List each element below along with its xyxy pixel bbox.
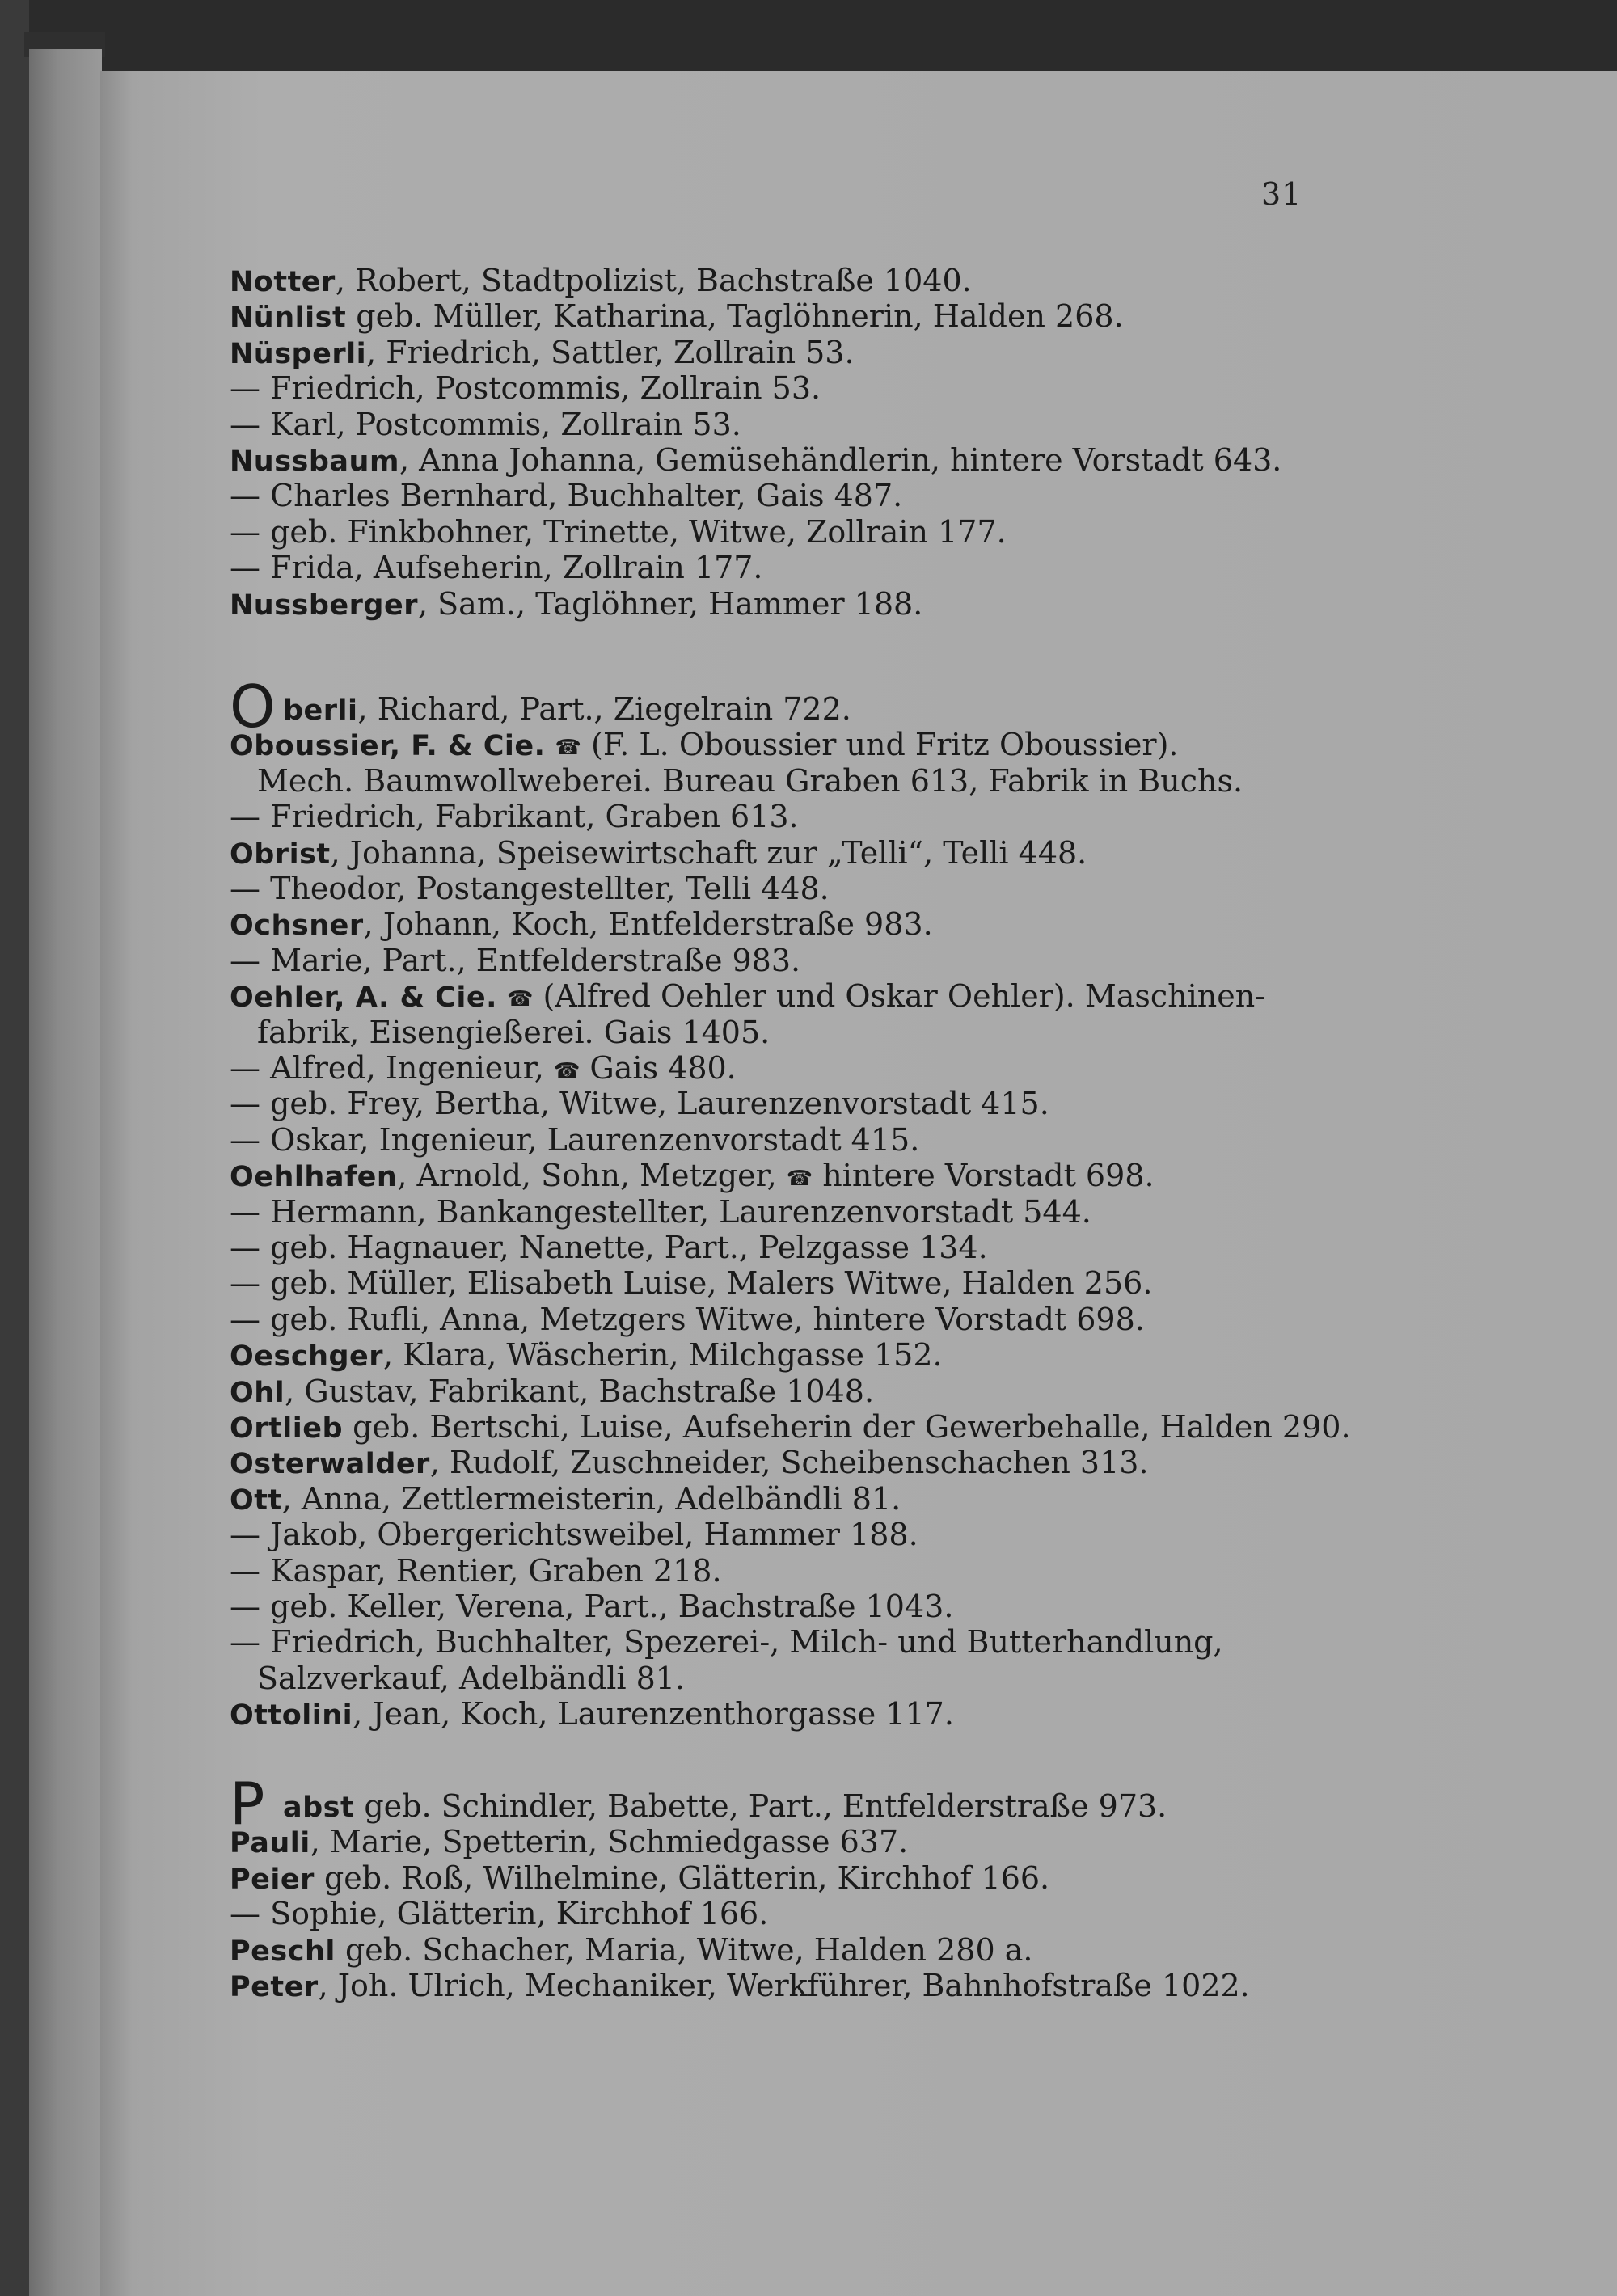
directory-entry [230,1589,953,1624]
ditto-dash: — [230,1624,260,1661]
directory-entry [230,727,1179,766]
ditto-dash: — [230,513,260,550]
entry-details: Hermann, Bankangestellter, Laurenzenvorstadt 544. [260,1193,1091,1230]
directory-entry [230,407,741,442]
directory-entry [230,442,1281,479]
entry-details: , Anna, Zettlermeisterin, Adelbändli 81. [281,1480,901,1517]
directory-entry [283,1788,1167,1825]
directory-entry [230,978,1265,1017]
entry-details: geb. Finkbohner, Trinette, Witwe, Zollrain 177. [260,513,1007,550]
directory-entry [230,943,800,978]
ditto-dash: — [230,1589,260,1624]
telephone-icon: ☎ [506,986,534,1011]
ditto-dash: — [230,1301,260,1337]
directory-entry [230,586,922,623]
entry-details: Theodor, Postangestellter, Telli 448. [260,871,830,906]
directory-entry [230,1230,988,1265]
directory-entry [230,1374,874,1411]
entry-name: Peter [230,1971,319,2003]
entry-name: Nussberger [230,589,418,622]
entry-name: Ott [230,1484,282,1517]
entry-name: Nussbaum [230,445,399,478]
directory-entry [230,1337,943,1374]
entry-details: Frida, Aufseherin, Zollrain 177. [260,550,763,586]
entry-details: geb. Keller, Verena, Part., Bachstraße 1043. [260,1589,954,1624]
entry-details: geb. Rufli, Anna, Metzgers Witwe, hintere Vorstadt 698. [260,1301,1145,1337]
ditto-dash: — [230,1086,260,1122]
ditto-dash: — [230,370,260,407]
telephone-icon: ☎ [786,1166,813,1191]
page-number: 31 [1261,176,1302,212]
directory-entry [230,1265,1152,1301]
directory-entry [230,335,855,372]
entry-details: , Marie, Spetterin, Schmiedgasse 637. [310,1824,909,1860]
entry-name: Peschl [230,1935,336,1968]
directory-entry [230,1122,919,1158]
directory-entry [230,298,1124,336]
entry-details: Oskar, Ingenieur, Laurenzenvorstadt 415. [260,1121,920,1158]
entry-name: Osterwalder [230,1448,430,1481]
ditto-dash: — [230,1050,260,1086]
entry-name: Notter [230,266,336,298]
entry-name: Oboussier, F. & Cie. [230,730,546,763]
entry-details: Sophie, Glätterin, Kirchhof 166. [260,1896,769,1932]
ditto-dash: — [230,1896,260,1932]
directory-entry [230,835,1087,872]
entry-details: Kaspar, Rentier, Graben 218. [260,1552,722,1589]
entry-name: Oeschger [230,1340,384,1374]
entry-name: Oehler, A. & Cie. [230,981,497,1015]
ditto-dash: — [230,478,260,514]
entry-details: , Robert, Stadtpolizist, Bachstraße 1040. [335,263,972,298]
entry-details: , Anna Johanna, Gemüsehändlerin, hintere Vorstadt 643. [399,442,1282,478]
entry-name: Nüsperli [230,337,367,370]
directory-entry [230,1481,901,1518]
entry-name: Ohl [230,1376,285,1409]
ditto-dash: — [230,1517,260,1553]
directory-entry [230,1050,737,1089]
directory-entry [230,263,972,300]
entry-details: , Johann, Koch, Entfelderstraße 983. [363,906,933,943]
directory-entry [283,691,851,728]
entry-name: Ochsner [230,910,364,943]
directory-entry [230,1553,722,1589]
directory-entry [230,1409,1351,1446]
ditto-dash: — [230,1193,260,1230]
entry-name: Ottolini [230,1699,353,1733]
telephone-icon: ☎ [555,735,581,760]
entry-details: geb. Müller, Elisabeth Luise, Malers Witwe, Halden 256. [260,1265,1153,1302]
entry-details: geb. Hagnauer, Nanette, Part., Pelzgasse 134. [260,1230,988,1265]
entry-details-cont: Gais 480. [580,1050,737,1086]
ditto-dash: — [230,1121,260,1158]
entry-name: Ortlieb [230,1412,344,1445]
entry-name: Oehlhafen [230,1161,398,1194]
entry-continuation: fabrik, Eisengießerei. Gais 1405. [257,1014,771,1050]
directory-entry [230,871,830,906]
section-initial-o: O [230,673,276,741]
directory-entry [230,1824,908,1861]
entry-details: geb. Schindler, Babette, Part., Entfelderstraße 973. [354,1788,1167,1824]
directory-entry [230,1696,954,1733]
directory-entry [230,906,933,943]
directory-entry [230,1158,1155,1197]
entry-details: geb. Frey, Bertha, Witwe, Laurenzenvorstadt 415. [260,1086,1049,1122]
entry-name: Peier [230,1863,315,1896]
entry-name: abst [283,1792,355,1824]
entry-details: (Alfred Oehler und Oskar Oehler). Maschinen- [533,978,1266,1015]
entry-details: Charles Bernhard, Buchhalter, Gais 487. [260,478,903,514]
entry-details: , Rudolf, Zuschneider, Scheibenschachen 313. [429,1445,1149,1481]
entry-name: Nünlist [230,302,347,335]
book-binding-shadow [0,0,29,2296]
ditto-dash: — [230,406,260,442]
entry-details: , Jean, Koch, Laurenzenthorgasse 117. [353,1696,954,1733]
entry-details: , Johanna, Speisewirtschaft zur „Telli“, Telli 448. [330,834,1087,871]
directory-entry [230,1968,1250,2005]
entry-details: , Richard, Part., Ziegelrain 722. [357,691,851,727]
entry-details: Jakob, Obergerichtsweibel, Hammer 188. [260,1517,918,1553]
entry-details: Marie, Part., Entfelderstraße 983. [260,942,801,978]
section-initial-p: P [230,1770,265,1838]
ditto-dash: — [230,1230,260,1265]
entry-name: berli [283,694,358,727]
ditto-dash: — [230,1552,260,1589]
directory-entry [230,1194,1091,1230]
entry-details: Friedrich, Fabrikant, Graben 613. [260,799,799,835]
entry-name: Obrist [230,838,331,871]
entry-details: (F. L. Oboussier und Fritz Oboussier). [581,727,1179,763]
entry-details: , Arnold, Sohn, Metzger, [397,1158,777,1194]
directory-entry [230,1302,1145,1337]
entry-details: Alfred, Ingenieur, [260,1050,544,1086]
directory-entry [230,1445,1149,1482]
entry-name: Pauli [230,1827,310,1860]
ditto-dash: — [230,550,260,586]
entry-details-cont: hintere Vorstadt 698. [813,1158,1155,1194]
directory-entry [230,1086,1049,1121]
entry-continuation: Mech. Baumwollweberei. Bureau Graben 613, Fabrik in Buchs. [257,762,1243,799]
ditto-dash: — [230,1265,260,1302]
ditto-dash: — [230,871,260,906]
book-binding [29,49,102,2296]
entry-details: Friedrich, Buchhalter, Spezerei-, Milch- und Butterhandlung, [260,1624,1223,1661]
directory-entry [230,1624,1223,1660]
directory-entry [230,1860,1049,1897]
entry-details: , Friedrich, Sattler, Zollrain 53. [366,334,855,370]
telephone-icon: ☎ [553,1058,581,1083]
directory-entry [230,370,821,406]
entry-continuation: Salzverkauf, Adelbändli 81. [257,1660,686,1696]
entry-details: Karl, Postcommis, Zollrain 53. [260,406,741,442]
entry-details: geb. Schacher, Maria, Witwe, Halden 280 a. [335,1931,1033,1968]
directory-entry [230,478,902,513]
entry-details: , Joh. Ulrich, Mechaniker, Werkführer, Bahnhofstraße 1022. [318,1968,1250,2003]
entry-details: , Klara, Wäscherin, Milchgasse 152. [383,1337,943,1374]
directory-entry [230,550,763,585]
entry-details: , Gustav, Fabrikant, Bachstraße 1048. [285,1373,875,1409]
ditto-dash: — [230,799,260,835]
entry-details: , Sam., Taglöhner, Hammer 188. [417,585,923,622]
directory-entry [230,514,1007,550]
entry-details: geb. Bertschi, Luise, Aufseherin der Gewerbehalle, Halden 290. [343,1409,1351,1445]
directory-entry [230,799,799,834]
directory-entry [230,1896,768,1931]
entry-details: geb. Müller, Katharina, Taglöhnerin, Halden 268. [346,298,1124,335]
entry-details: geb. Roß, Wilhelmine, Glätterin, Kirchhof 166. [314,1859,1050,1896]
directory-entry [230,1517,918,1552]
ditto-dash: — [230,942,260,978]
directory-entry [230,1932,1032,1969]
entry-details: Friedrich, Postcommis, Zollrain 53. [260,370,821,407]
